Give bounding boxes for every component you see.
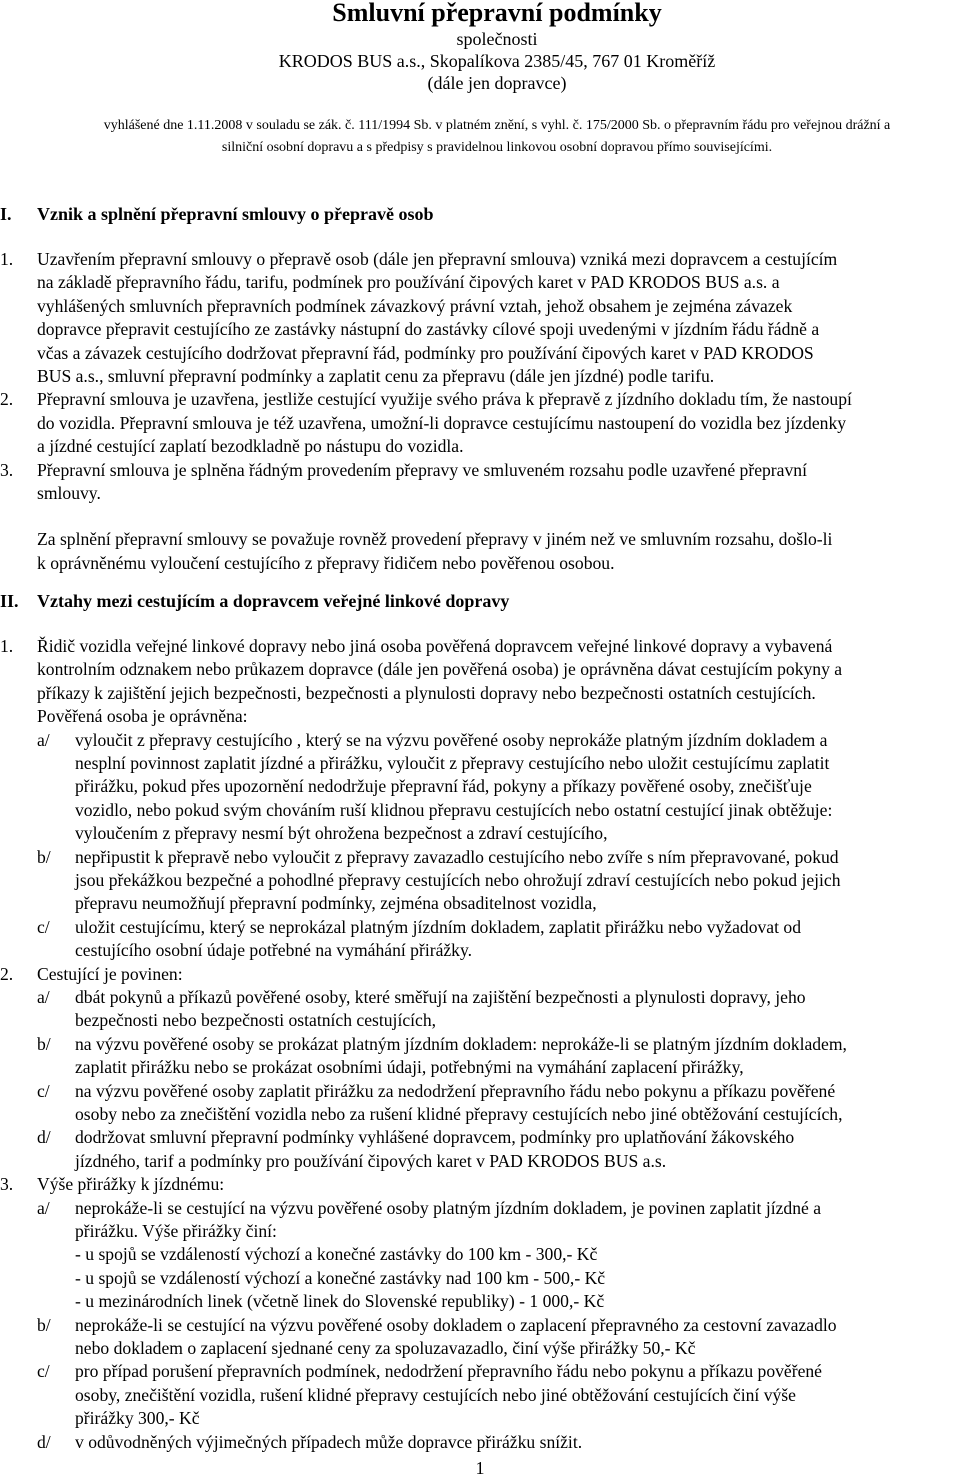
paragraph-line: v odůvodněných výjimečných případech může dopravce přirážku snížit. bbox=[75, 1431, 583, 1452]
paragraph-line: BUS a.s., smluvní přepravní podmínky a zaplatit cenu za přepravu (dále jen jízdné) podle tarifu. bbox=[37, 366, 715, 386]
paragraph-line: nepřipustit k přepravě nebo vyloučit z přepravy zavazadlo cestujícího nebo zvíře s ním přepravované, pokud bbox=[75, 846, 839, 867]
paragraph-line: příkazy k zajištění jejich bezpečnosti, bezpečnosti a plynulosti dopravy nebo bezpečnosti ostatních cestujících. bbox=[37, 682, 816, 703]
sub-item-letter: d/ bbox=[37, 1431, 51, 1452]
paragraph-line: vyhlášených smluvních přepravních podmínek závazkový právní vztah, jehož obsahem je zejména závazek bbox=[37, 295, 793, 316]
paragraph-line: nesplní povinnost zaplatit jízdné a přirážku, vyloučit z přepravy cestujícího nebo uložit cestujícímu zaplatit bbox=[75, 753, 830, 773]
paragraph-line: a jízdné cestující zaplatí bezodkladně po nástupu do vozidla. bbox=[37, 436, 464, 457]
paragraph-line: Přepravní smlouva je uzavřena, jestliže cestující využije svého práva k přepravě z jízdního dokladu tím, že nastoupí bbox=[37, 389, 852, 410]
paragraph-line: do vozidla. Přepravní smlouva je též uzavřena, umožní-li dopravce cestujícímu nastoupení do vozidla bez jízdenky bbox=[37, 412, 847, 433]
paragraph-line: jsou překážkou bezpečné a pohodlné přepravy cestujících nebo ohrožují zdraví cestujících nebo pokud jejich bbox=[75, 870, 841, 890]
paragraph-line: cestujícího osobní údaje potřebné na vymáhání přirážky. bbox=[75, 940, 473, 961]
paragraph-line: přepravu neumožňují přepravní podmínky, zejména obsaditelnost vozidla, bbox=[75, 893, 597, 914]
paragraph-line: vyloučením z přepravy nesmí být ohrožena bezpečnost a zdraví cestujícího, bbox=[75, 823, 608, 844]
section-2-title: Vztahy mezi cestujícím a dopravcem veřejné linkové dopravy bbox=[37, 591, 510, 611]
paragraph-line: smlouvy. bbox=[37, 483, 101, 503]
paragraph-line: Uzavřením přepravní smlouvy o přepravě osob (dále jen přepravní smlouva) vzniká mezi dopravcem a cestujícím bbox=[37, 249, 838, 269]
sub-item-letter: a/ bbox=[37, 987, 50, 1007]
paragraph-line: osoby nebo za znečištění vozidla nebo za rušení klidné přepravy cestujících nebo jiné obtěžování cestujících, bbox=[75, 1104, 843, 1124]
sub-item-letter: c/ bbox=[37, 1361, 50, 1382]
paragraph-line: uložit cestujícímu, který se neprokázal platným jízdním dokladem, zaplatit přirážku nebo vyžadovat od bbox=[75, 916, 801, 937]
paragraph-line: Výše přirážky k jízdnému: bbox=[37, 1174, 225, 1195]
company-prefix: společnosti bbox=[456, 29, 538, 49]
paragraph-line: na výzvu pověřené osoby se prokázat platným jízdním dokladem: neprokáže-li se platným jízdním dokladem, bbox=[75, 1033, 847, 1054]
paragraph-line: - u spojů se vzdáleností výchozí a konečné zastávky do 100 km - 300,- Kč bbox=[75, 1244, 598, 1265]
paragraph-line: kontrolním odznakem nebo průkazem dopravce (dále jen pověřená osoba) je oprávněna dávat cestujícím pokyny a bbox=[37, 659, 843, 680]
paragraph-line: na základě přepravního řádu, tarifu, podmínek pro používání čipových karet v PAD KRODOS BUS a.s. a bbox=[37, 272, 780, 293]
section-1-number: I. bbox=[0, 204, 12, 224]
paragraph-line: - u mezinárodních linek (včetně linek do Slovenské republiky) - 1 000,- Kč bbox=[75, 1291, 605, 1312]
paragraph-line: nebo dokladem o zaplacení sjednané ceny za spoluzavazadlo, činí výše přirážky 50,- Kč bbox=[75, 1338, 696, 1358]
paragraph-line: přirážku. Výše přirážky činí: bbox=[75, 1221, 277, 1241]
paragraph-line: přirážku, pokud přes upozornění nedodržuje přepravní řád, pokyny a příkazy pověřené osoby, znečišťuje bbox=[75, 776, 812, 797]
sub-item-letter: a/ bbox=[37, 729, 50, 750]
document-title: Smluvní přepravní podmínky bbox=[332, 0, 662, 27]
paragraph-line: dodržovat smluvní přepravní podmínky vyhlášené dopravcem, podmínky pro uplatňování žákovského bbox=[75, 1127, 795, 1148]
paragraph-line: dopravce přepravit cestujícího ze zastávky nástupní do zastávky cílové spoji uvedenými v jízdním řádu řádně a bbox=[37, 319, 820, 340]
paragraph-line: na výzvu pověřené osoby zaplatit přirážku za nedodržení přepravního řádu nebo pokynu a příkazu pověřené bbox=[75, 1080, 836, 1101]
paragraph-line: Přepravní smlouva je splněna řádným provedením přepravy ve smluveném rozsahu podle uzavřené přepravní bbox=[37, 459, 807, 480]
intro-line-1: vyhlášené dne 1.11.2008 v souladu se zák. č. 111/1994 Sb. v platném znění, s vyhl. č. 175/2000 Sb. o přepravním řádu pro veřejnou drážní a bbox=[103, 118, 891, 133]
paragraph-line: pro případ porušení přepravních podmínek, nedodržení přepravního řádu nebo pokynu a příkazu pověřené bbox=[75, 1361, 822, 1382]
paragraph-line: vozidlo, nebo pokud svým chováním ruší klidnou přepravu cestujících nebo ostatní cestující jinak obtěžuje: bbox=[75, 799, 833, 820]
paragraph-line: včas a závazek cestujícího dodržovat přepravní řád, podmínky pro používání čipových karet v PAD KRODOS bbox=[37, 342, 814, 363]
sub-item-letter: b/ bbox=[37, 1033, 51, 1054]
company-alias: (dále jen dopravce) bbox=[427, 73, 567, 93]
paragraph-line: Řidič vozidla veřejné linkové dopravy nebo jiná osoba pověřená dopravcem veřejné linkové dopravy a vybavená bbox=[37, 636, 833, 656]
paragraph-line: bezpečnosti nebo bezpečnosti ostatních cestujících, bbox=[75, 1010, 437, 1031]
paragraph-line: zaplatit přirážku nebo se prokázat osobními údaji, potřebnými na vymáhání zaplacení přirážky, bbox=[75, 1057, 744, 1078]
company-address: KRODOS BUS a.s., Skopalíkova 2385/45, 767 01 Kroměříž bbox=[278, 51, 716, 71]
paragraph-line: dbát pokynů a příkazů pověřené osoby, které směřují na zajištění bezpečnosti a plynulosti dopravy, jeho bbox=[75, 987, 806, 1007]
paragraph-line: k oprávněnému vyloučení cestujícího z přepravy řidičem nebo pověřenou osobou. bbox=[37, 552, 615, 573]
sub-item-letter: d/ bbox=[37, 1127, 51, 1148]
paragraph-line: jízdného, tarif a podmínky pro používání čipových karet v PAD KRODOS BUS a.s. bbox=[75, 1150, 667, 1171]
item-number: 1. bbox=[0, 636, 14, 656]
sub-item-letter: b/ bbox=[37, 1314, 51, 1335]
section-2-number: II. bbox=[0, 591, 19, 611]
paragraph-line: Za splnění přepravní smlouvy se považuje rovněž provedení přepravy v jiném než ve smluvním rozsahu, došlo-li bbox=[37, 529, 833, 550]
paragraph-line: osoby, znečištění vozidla, rušení klidné přepravy cestujících nebo jiné obtěžování cestujících činí výše bbox=[75, 1384, 796, 1405]
item-number: 3. bbox=[0, 459, 14, 480]
sub-item-letter: c/ bbox=[37, 916, 50, 937]
paragraph-line: Cestující je povinen: bbox=[37, 963, 183, 984]
item-number: 3. bbox=[0, 1174, 14, 1195]
paragraph-line: vyloučit z přepravy cestujícího , který se na výzvu pověřené osoby neprokáže platným jízdním dokladem a bbox=[75, 729, 828, 750]
item-number: 1. bbox=[0, 249, 14, 269]
page-number: 1 bbox=[475, 1458, 485, 1478]
paragraph-line: - u spojů se vzdáleností výchozí a konečné zastávky nad 100 km - 500,- Kč bbox=[75, 1267, 606, 1288]
sub-item-letter: a/ bbox=[37, 1197, 50, 1218]
intro-line-2: silniční osobní dopravu a s předpisy s pravidelnou linkovou osobní dopravou přímo souvisejícími. bbox=[221, 140, 773, 155]
sub-item-letter: c/ bbox=[37, 1080, 50, 1101]
section-1-title: Vznik a splnění přepravní smlouvy o přepravě osob bbox=[37, 204, 434, 224]
paragraph-line: Pověřená osoba je oprávněna: bbox=[37, 706, 248, 727]
sub-item-letter: b/ bbox=[37, 846, 51, 867]
item-number: 2. bbox=[0, 963, 14, 984]
item-number: 2. bbox=[0, 389, 14, 410]
paragraph-line: přirážky 300,- Kč bbox=[75, 1408, 200, 1429]
paragraph-line: neprokáže-li se cestující na výzvu pověřené osoby platným jízdním dokladem, je povinen zaplatit jízdné a bbox=[75, 1197, 822, 1218]
paragraph-line: neprokáže-li se cestující na výzvu pověřené osoby dokladem o zaplacení přepravného za cestovní zavazadlo bbox=[75, 1314, 837, 1335]
